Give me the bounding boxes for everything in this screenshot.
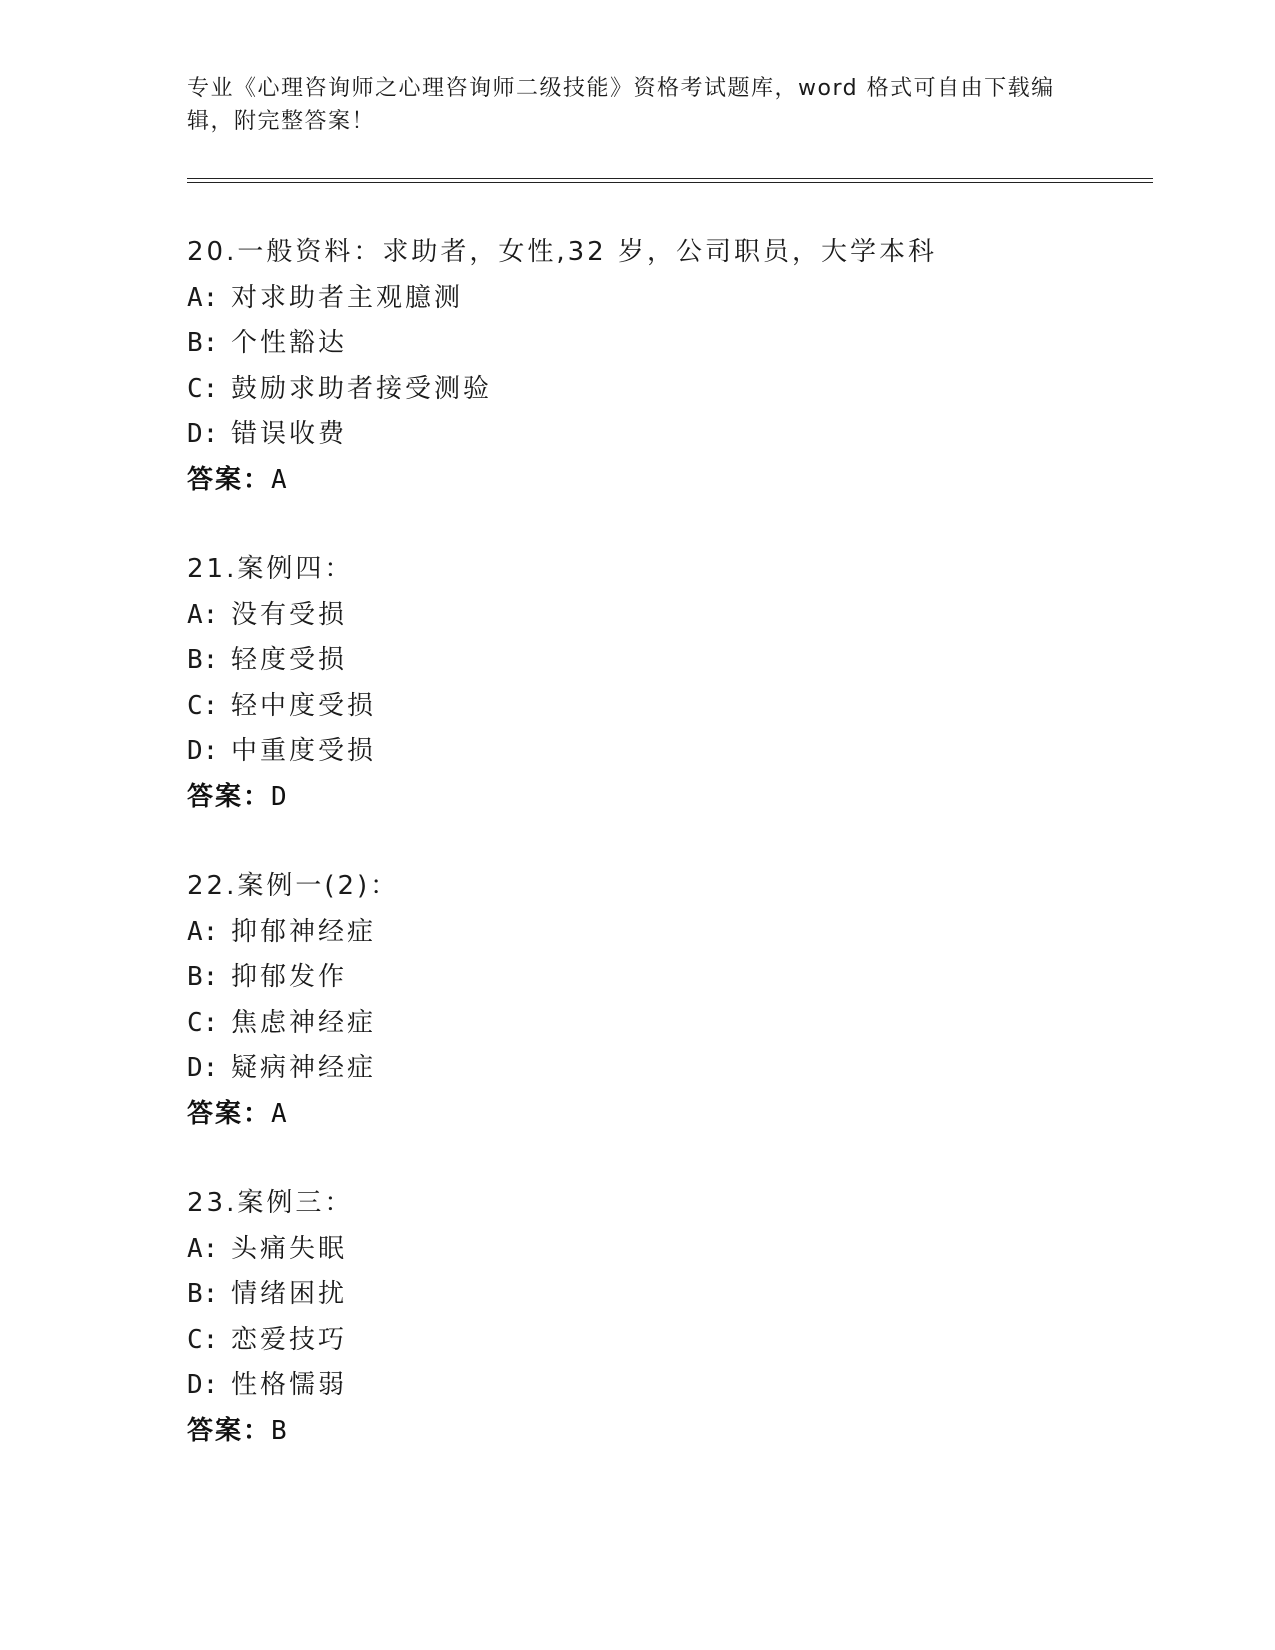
option-d: [187, 1363, 1147, 1409]
option-text: 错误收费: [231, 419, 348, 449]
answer-line: [187, 458, 1147, 504]
option-c: [187, 1001, 1147, 1047]
question-23: [187, 1181, 1147, 1454]
answer-label: 答案：: [187, 464, 272, 495]
option-d: [187, 412, 1147, 458]
answer-label: 答案：: [187, 1415, 272, 1446]
option-a: [187, 593, 1147, 639]
option-text: 焦虑神经症: [231, 1007, 377, 1038]
option-b: [187, 1272, 1147, 1318]
answer-value: A: [271, 464, 289, 495]
option-key: A:: [187, 1233, 219, 1264]
answer-line: [187, 775, 1147, 821]
answer-line: [187, 1092, 1147, 1138]
option-key: A:: [187, 282, 219, 313]
option-d: [187, 729, 1147, 775]
question-stem: 20.一般资料：求助者，女性,32 岁，公司职员，大学本科: [187, 237, 937, 267]
option-text: 情绪困扰: [231, 1279, 348, 1309]
option-text: 中重度受损: [231, 736, 377, 766]
question-stem: 22.案例一(2)：: [187, 871, 400, 901]
option-key: D:: [187, 1370, 219, 1400]
option-key: A:: [187, 916, 219, 947]
option-key: B:: [187, 645, 219, 675]
answer-label: 答案：: [187, 1098, 272, 1129]
option-key: C:: [187, 1007, 219, 1038]
option-text: 抑郁神经症: [231, 916, 377, 947]
header-divider-top: [187, 178, 1153, 179]
option-b: [187, 321, 1147, 367]
option-a: [187, 1227, 1147, 1273]
option-text: 恋爱技巧: [231, 1324, 348, 1355]
option-text: 性格懦弱: [231, 1370, 348, 1400]
option-key: C:: [187, 1324, 219, 1355]
option-key: D:: [187, 1053, 219, 1083]
option-text: 头痛失眠: [231, 1233, 348, 1264]
question-22: [187, 864, 1147, 1137]
question-20: [187, 230, 1147, 503]
option-a: [187, 276, 1147, 322]
question-stem: 21.案例四：: [187, 554, 354, 584]
option-d: [187, 1046, 1147, 1092]
option-text: 轻度受损: [231, 645, 348, 675]
option-text: 个性豁达: [231, 328, 348, 358]
option-text: 对求助者主观臆测: [231, 282, 464, 313]
answer-line: [187, 1409, 1147, 1455]
option-c: [187, 684, 1147, 730]
option-text: 轻中度受损: [231, 690, 377, 721]
option-key: A:: [187, 599, 219, 630]
option-key: C:: [187, 690, 219, 721]
option-c: [187, 1318, 1147, 1364]
answer-label: 答案：: [187, 781, 272, 812]
document-header: 专业《心理咨询师之心理咨询师二级技能》资格考试题库，word 格式可自由下载编辑，附完整答案！: [187, 76, 1055, 134]
option-text: 没有受损: [231, 599, 348, 630]
option-text: 鼓励求助者接受测验: [231, 373, 493, 404]
option-key: D:: [187, 419, 219, 449]
option-key: B:: [187, 1279, 219, 1309]
option-c: [187, 367, 1147, 413]
answer-value: D: [271, 781, 289, 812]
option-b: [187, 955, 1147, 1001]
option-text: 抑郁发作: [231, 962, 348, 992]
answer-value: A: [271, 1098, 289, 1129]
question-stem: 23.案例三：: [187, 1188, 354, 1218]
question-21: [187, 547, 1147, 820]
option-text: 疑病神经症: [231, 1053, 377, 1083]
option-key: D:: [187, 736, 219, 766]
option-key: C:: [187, 373, 219, 404]
option-key: B:: [187, 962, 219, 992]
option-key: B:: [187, 328, 219, 358]
option-b: [187, 638, 1147, 684]
answer-value: B: [271, 1415, 289, 1446]
header-divider-bottom: [187, 182, 1153, 183]
option-a: [187, 910, 1147, 956]
